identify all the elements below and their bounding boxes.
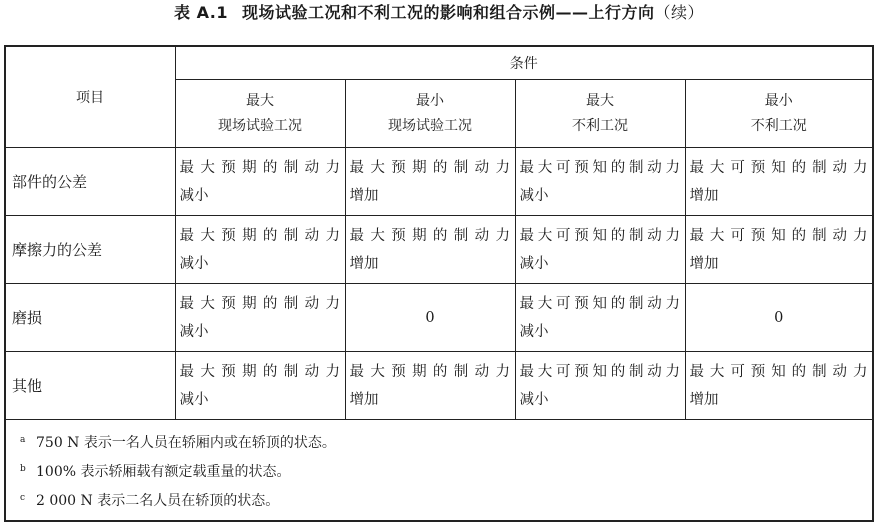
header-col-min-adverse [685,80,873,148]
cell-line1: 最大可预知的制动力 [519,295,681,312]
row-label: 其他 [5,352,175,420]
table-cell [175,352,345,420]
header-conditions-label: 条件 [509,56,538,72]
table-cell [345,148,515,216]
table-caption [0,2,878,24]
cell-line1: 最大预期的制动力 [179,295,341,312]
notes-row [5,420,873,522]
note-text: 2 000 N 表示二名人员在轿顶的状态。 [36,493,280,509]
table-row [5,352,873,420]
cell-line2: 增加 [349,187,379,204]
cell-line2: 增加 [349,391,379,408]
header-col-line1: 最大 [246,92,274,109]
header-col-line1: 最小 [764,92,793,109]
table-cell [345,216,515,284]
table-cell [685,216,873,284]
cell-line1: 最大可预知的制动力 [689,159,868,176]
header-item-cell [5,46,175,148]
cell-line1: 最大可预知的制动力 [689,227,868,244]
table-cell [175,284,345,352]
table-cell [515,352,685,420]
cell-line1: 最大预期的制动力 [179,363,341,380]
cell-line2: 增加 [349,255,379,272]
header-col-min-field-test [345,80,515,148]
table-number: 表 A.1 [174,3,228,22]
table-row [5,284,873,352]
cell-line2: 减小 [179,187,209,204]
cell-line1: 最大可预知的制动力 [519,227,681,244]
table-continued-label: （续） [654,3,704,22]
header-item-label: 项目 [76,90,104,106]
row-label: 磨损 [5,284,175,352]
cell-line2: 减小 [519,187,549,204]
table-cell [345,352,515,420]
cell-line1: 最大可预知的制动力 [519,363,681,380]
table-cell [515,284,685,352]
table-cell [175,148,345,216]
note-text: 750 N 表示一名人员在轿厢内或在轿顶的状态。 [36,435,336,451]
table-cell [515,148,685,216]
note-mark: b [20,464,26,474]
header-conditions-cell [175,46,873,80]
table-cell-zero: 0 [685,284,873,352]
row-label: 部件的公差 [5,148,175,216]
table-cell [685,352,873,420]
conditions-table [4,45,874,522]
table-cell-zero: 0 [345,284,515,352]
cell-line1: 最大预期的制动力 [179,159,341,176]
table-notes [5,420,873,522]
cell-line2: 增加 [689,187,719,204]
note-mark: c [20,493,26,503]
cell-line1: 最大预期的制动力 [179,227,341,244]
cell-line2: 减小 [179,391,209,408]
header-col-max-adverse [515,80,685,148]
note-line [20,456,872,485]
cell-line2: 减小 [179,255,209,272]
header-col-line1: 最大 [586,92,614,109]
cell-line2: 增加 [689,391,719,408]
table-row [5,216,873,284]
header-col-line2: 现场试验工况 [388,117,472,134]
table-cell [175,216,345,284]
table-cell [515,216,685,284]
cell-line1: 最大可预知的制动力 [689,363,868,380]
note-text: 100% 表示轿厢载有额定载重量的状态。 [36,464,291,480]
row-label: 摩擦力的公差 [5,216,175,284]
header-row-1 [5,46,873,80]
header-col-line2: 现场试验工况 [218,117,302,134]
cell-line1: 最大预期的制动力 [349,363,511,380]
header-col-max-field-test [175,80,345,148]
header-col-line1: 最小 [416,92,444,109]
cell-line2: 减小 [179,323,209,340]
table-row [5,148,873,216]
cell-line1: 最大可预知的制动力 [519,159,681,176]
cell-line2: 减小 [519,255,549,272]
note-line [20,427,872,456]
header-col-line2: 不利工况 [750,117,807,134]
cell-line2: 增加 [689,255,719,272]
cell-line2: 减小 [519,391,549,408]
cell-line1: 最大预期的制动力 [349,227,511,244]
header-col-line2: 不利工况 [572,117,628,134]
table-cell [685,148,873,216]
cell-line2: 减小 [519,323,549,340]
cell-line1: 最大预期的制动力 [349,159,511,176]
note-mark: a [20,435,26,445]
table-title: 现场试验工况和不利工况的影响和组合示例——上行方向 [241,3,655,22]
